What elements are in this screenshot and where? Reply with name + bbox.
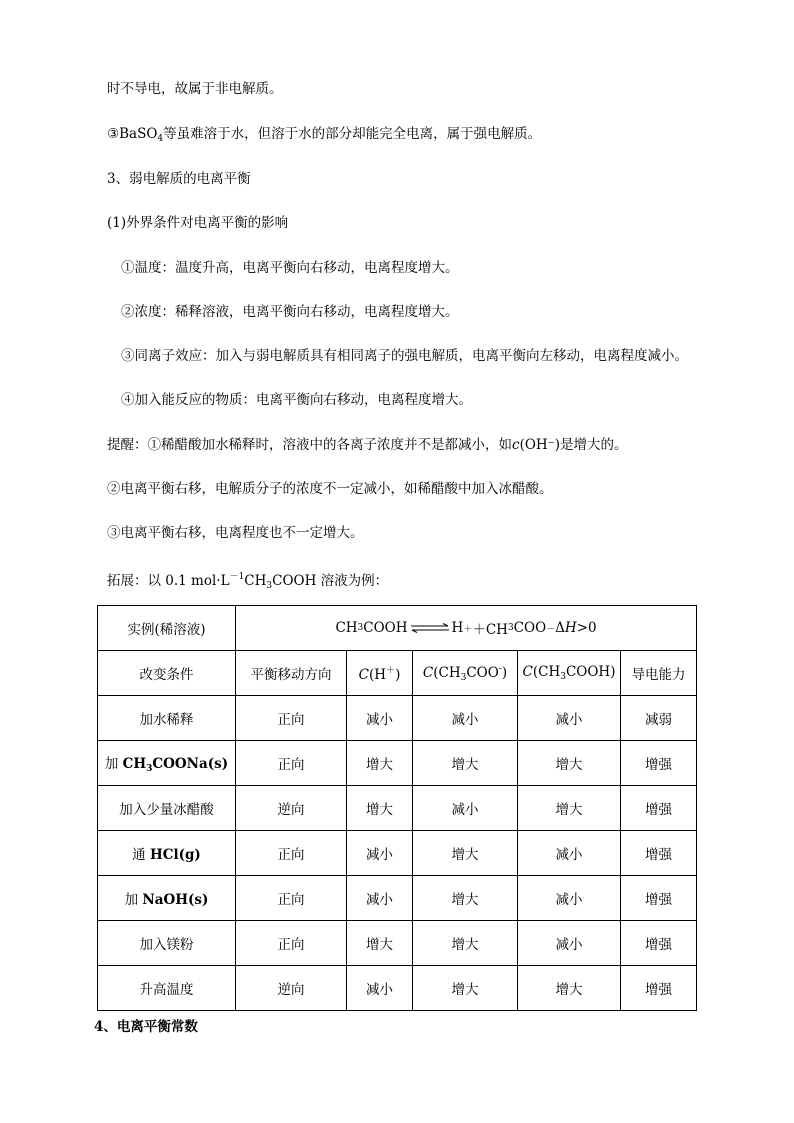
superscript: ＋ bbox=[386, 666, 396, 676]
table-cell: 增大 bbox=[413, 741, 518, 786]
text-line bbox=[107, 435, 628, 455]
text-fragment: H bbox=[564, 620, 577, 636]
subscript: 3 bbox=[266, 581, 273, 591]
text-line bbox=[107, 124, 541, 149]
table-cell: 增大 bbox=[518, 786, 621, 831]
table-row bbox=[98, 831, 697, 876]
text-line: ④加入能反应的物质：电离平衡向右移动，电离程度增大。 bbox=[121, 392, 472, 408]
equilibrium-arrow-icon bbox=[410, 623, 450, 633]
table-header bbox=[518, 651, 621, 696]
superscript: ＋ bbox=[463, 624, 473, 635]
table-cell: 减小 bbox=[518, 831, 621, 876]
text-line: 时不导电，故属于非电解质。 bbox=[107, 81, 283, 97]
text-fragment: COONa(s) bbox=[152, 756, 229, 772]
subscript: 3 bbox=[357, 623, 364, 633]
table-row bbox=[98, 606, 697, 651]
table-cell: 增大 bbox=[347, 786, 413, 831]
equation-cell bbox=[236, 606, 697, 651]
text-fragment: 等虽难溶于水，但溶于水的部分却能完全电离，属于强电解质。 bbox=[163, 126, 542, 142]
table-row bbox=[98, 876, 697, 921]
subscript: 4 bbox=[157, 134, 164, 144]
table-cell bbox=[98, 876, 236, 921]
table-cell: 正向 bbox=[236, 696, 347, 741]
text-fragment: COOH bbox=[363, 620, 408, 636]
text-fragment: COO bbox=[513, 620, 547, 636]
text-fragment: COO bbox=[466, 664, 499, 681]
superscript: －1 bbox=[229, 572, 245, 582]
text-fragment: CH bbox=[244, 573, 267, 589]
table-cell: 增强 bbox=[621, 786, 697, 831]
text-fragment: CH bbox=[122, 756, 147, 772]
text-fragment: >0 bbox=[576, 620, 597, 636]
table-header: 平衡移动方向 bbox=[236, 651, 347, 696]
text-line bbox=[107, 567, 388, 596]
text-fragment: COOH) bbox=[565, 664, 616, 680]
table-cell: 正向 bbox=[236, 741, 347, 786]
text-line: ③同离子效应：加入与弱电解质具有相同离子的强电解质，电离平衡向左移动，电离程度减小。 bbox=[121, 348, 688, 364]
table-cell: 减小 bbox=[518, 876, 621, 921]
text-fragment: ③BaSO bbox=[107, 126, 158, 142]
table-cell: 逆向 bbox=[236, 966, 347, 1011]
table-cell bbox=[98, 831, 236, 876]
text-fragment: (CH bbox=[433, 664, 461, 681]
text-fragment: NaOH(s) bbox=[142, 892, 209, 908]
table-cell: 增强 bbox=[621, 876, 697, 921]
table-cell: 减小 bbox=[518, 696, 621, 741]
text-fragment: (OH⁻)是增大的。 bbox=[519, 437, 628, 453]
table-header: 改变条件 bbox=[98, 651, 236, 696]
text-line: ②浓度：稀释溶液，电离平衡向右移动，电离程度增大。 bbox=[121, 304, 459, 320]
table-cell: 加入少量冰醋酸 bbox=[98, 786, 236, 831]
table-row bbox=[98, 741, 697, 786]
text-fragment: 加 bbox=[104, 756, 123, 772]
table-cell bbox=[98, 741, 236, 786]
text-fragment: 加 bbox=[124, 892, 143, 908]
superscript: － bbox=[546, 624, 556, 635]
table-row bbox=[98, 921, 697, 966]
table-row bbox=[98, 786, 697, 831]
text-fragment: C bbox=[422, 664, 434, 681]
subsection-heading: (1)外界条件对电离平衡的影响 bbox=[107, 215, 289, 231]
table-cell: 增强 bbox=[621, 741, 697, 786]
table-cell: 减小 bbox=[347, 696, 413, 741]
text-fragment: (H bbox=[369, 667, 387, 683]
table-cell: 增强 bbox=[621, 831, 697, 876]
section-heading: 3、弱电解质的电离平衡 bbox=[107, 171, 251, 187]
table-cell: 增大 bbox=[413, 966, 518, 1011]
text-fragment: CH bbox=[335, 620, 358, 636]
text-fragment: Δ bbox=[555, 620, 565, 636]
table-header: 导电能力 bbox=[621, 651, 697, 696]
table-cell: 减小 bbox=[347, 966, 413, 1011]
table-cell: 增大 bbox=[413, 831, 518, 876]
text-fragment: 通 bbox=[132, 847, 150, 863]
text-fragment: c bbox=[512, 437, 520, 453]
text-line: ②电离平衡右移，电解质分子的浓度不一定减小，如稀醋酸中加入冰醋酸。 bbox=[107, 481, 553, 497]
table-cell: 加入镁粉 bbox=[98, 921, 236, 966]
table-cell: 减小 bbox=[413, 696, 518, 741]
subscript: 3 bbox=[460, 672, 467, 683]
table-cell: 加水稀释 bbox=[98, 696, 236, 741]
table-cell: 减小 bbox=[347, 876, 413, 921]
table-cell: 增大 bbox=[347, 921, 413, 966]
table-header bbox=[347, 651, 413, 696]
table-cell: 减小 bbox=[413, 786, 518, 831]
table-cell: 减弱 bbox=[621, 696, 697, 741]
text-fragment: HCl(g) bbox=[149, 847, 201, 863]
text-fragment: 拓展：以 0.1 mol·L bbox=[107, 573, 230, 589]
subscript: 3 bbox=[507, 623, 514, 633]
table-cell: 正向 bbox=[236, 876, 347, 921]
text-fragment: C bbox=[522, 664, 533, 680]
table-cell: 升高温度 bbox=[98, 966, 236, 1011]
table-cell: 减小 bbox=[347, 831, 413, 876]
table-cell: 增大 bbox=[518, 741, 621, 786]
table-cell: 增大 bbox=[518, 966, 621, 1011]
table-row bbox=[98, 696, 697, 741]
table-cell: 实例(稀溶液) bbox=[98, 606, 236, 651]
superscript: - bbox=[498, 663, 502, 674]
text-line: ③电离平衡右移，电离程度也不一定增大。 bbox=[107, 525, 364, 541]
text-fragment: (CH bbox=[532, 664, 561, 680]
equilibrium-table bbox=[97, 605, 697, 1011]
table-cell: 增强 bbox=[621, 966, 697, 1011]
text-fragment: ＋CH bbox=[472, 622, 508, 638]
table-cell: 增大 bbox=[347, 741, 413, 786]
text-fragment: COOH 溶液为例： bbox=[272, 573, 389, 589]
subscript: 3 bbox=[146, 764, 153, 774]
text-line: ①温度：温度升高，电离平衡向右移动，电离程度增大。 bbox=[121, 260, 459, 276]
text-fragment: ) bbox=[501, 664, 508, 681]
text-fragment: C bbox=[358, 667, 369, 683]
table-cell: 减小 bbox=[518, 921, 621, 966]
text-fragment: H bbox=[451, 620, 464, 636]
table-cell: 逆向 bbox=[236, 786, 347, 831]
table-row bbox=[98, 966, 697, 1011]
text-fragment: ) bbox=[395, 667, 401, 683]
table-header bbox=[413, 651, 518, 696]
table-header-row bbox=[98, 651, 697, 696]
section-heading: 4、电离平衡常数 bbox=[94, 1019, 198, 1035]
table-cell: 增大 bbox=[413, 876, 518, 921]
table-cell: 正向 bbox=[236, 921, 347, 966]
equation bbox=[335, 618, 596, 638]
table-cell: 增大 bbox=[413, 921, 518, 966]
table-cell: 增强 bbox=[621, 921, 697, 966]
text-fragment: 提醒：①稀醋酸加水稀释时，溶液中的各离子浓度并不是都减小，如 bbox=[107, 437, 512, 453]
table-cell: 正向 bbox=[236, 831, 347, 876]
subscript: 3 bbox=[560, 672, 566, 682]
